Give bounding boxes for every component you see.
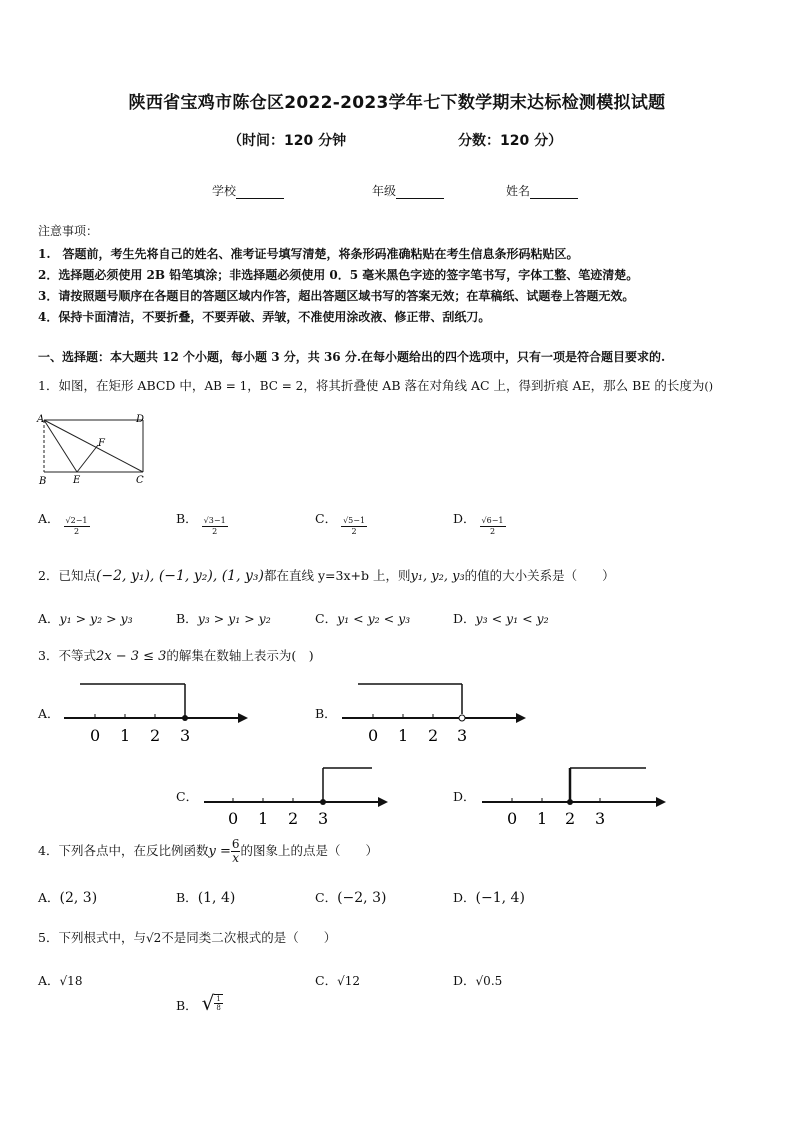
option-expr: (2, 3) bbox=[59, 890, 98, 906]
option-label: A． bbox=[38, 611, 60, 626]
name-blank[interactable] bbox=[530, 186, 578, 199]
q3-option-a-label[interactable]: A． bbox=[38, 706, 60, 721]
q1-rectangle-figure bbox=[30, 410, 160, 492]
note-item: 4．保持卡面清洁，不要折叠，不要弄破、弄皱，不准使用涂改液、修正带、刮纸刀。 bbox=[38, 310, 491, 324]
note-item: 2．选择题必须使用 2B 铅笔填涂；非选择题必须使用 0．5 毫米黑色字迹的签字笔书写，字体工整、笔迹清楚。 bbox=[38, 268, 639, 282]
tick-label: 1 bbox=[120, 726, 131, 745]
q4-text-a: 4．下列各点中，在反比例函数 bbox=[38, 843, 209, 858]
option-label: D． bbox=[453, 973, 476, 988]
option-fraction bbox=[64, 516, 90, 537]
q1-sep: ， bbox=[247, 378, 260, 393]
q5-option-a[interactable] bbox=[38, 971, 82, 989]
crease-ae bbox=[44, 420, 77, 472]
tick-label: 0 bbox=[507, 809, 518, 828]
option-label: A． bbox=[38, 511, 60, 526]
exam-title: 陕西省宝鸡市陈仓区2022-2023学年七下数学期末达标检测模拟试题 bbox=[128, 93, 666, 113]
grade-label: 年级 bbox=[372, 184, 397, 198]
q3-option-b-label[interactable]: B． bbox=[315, 706, 337, 721]
q5-root: √2 bbox=[145, 931, 162, 945]
option-label: C． bbox=[315, 511, 338, 526]
question-5-stem bbox=[38, 928, 336, 946]
q4-option-a[interactable] bbox=[38, 888, 97, 906]
exam-score: 分数：120 分） bbox=[458, 133, 563, 149]
q2-text-a: 2．已知点 bbox=[38, 568, 96, 583]
frac-num: 6 bbox=[231, 837, 240, 851]
notes-heading: 注意事项： bbox=[38, 224, 99, 238]
closed-dot bbox=[567, 799, 573, 805]
q1-text-b: ，将其折叠使 AB 落在对角线 AC 上，得到折痕 AE，那么 BE 的长度为 bbox=[303, 378, 705, 393]
option-expr: √18 bbox=[59, 974, 83, 988]
option-label: B． bbox=[176, 611, 198, 626]
q2-option-c[interactable] bbox=[315, 609, 410, 627]
tick-label: 2 bbox=[288, 809, 299, 828]
q4-option-c[interactable] bbox=[315, 888, 386, 906]
q1-paren: () bbox=[704, 380, 713, 393]
q1-ab: AB = 1 bbox=[204, 379, 248, 393]
option-expr: y₁ < y₂ < y₃ bbox=[337, 611, 411, 626]
option-label: B． bbox=[176, 998, 198, 1013]
axis-arrow-icon bbox=[378, 797, 388, 807]
q3-option-c-label[interactable]: C． bbox=[176, 789, 199, 804]
q3-number-line-c[interactable] bbox=[200, 760, 392, 832]
option-label: B． bbox=[176, 890, 198, 905]
tick-label: 1 bbox=[537, 809, 548, 828]
q3-text-b: 的解集在数轴上表示为( ) bbox=[166, 648, 314, 663]
frac-num: √2−1 bbox=[65, 516, 88, 525]
radicand-fraction bbox=[214, 994, 222, 1012]
q4-option-d[interactable] bbox=[453, 888, 525, 906]
option-fraction bbox=[202, 516, 228, 537]
q1-option-b[interactable] bbox=[176, 502, 228, 537]
exam-time: （时间：120 分钟 bbox=[228, 133, 347, 149]
q3-number-line-b[interactable] bbox=[338, 676, 530, 748]
tick-label: 1 bbox=[398, 726, 409, 745]
option-label: D． bbox=[453, 511, 476, 526]
q2-text-b: 都在直线 y=3x+b 上，则 bbox=[263, 568, 411, 583]
frac-num: √6−1 bbox=[481, 516, 504, 525]
closed-dot bbox=[182, 715, 188, 721]
q5-option-b[interactable] bbox=[176, 971, 223, 1014]
q1-option-d[interactable] bbox=[453, 502, 506, 537]
q4-text-b: 的图象上的点是（ ） bbox=[240, 843, 378, 858]
name-field[interactable] bbox=[506, 182, 578, 199]
label-b: B bbox=[39, 476, 47, 487]
tick-label: 2 bbox=[150, 726, 161, 745]
q2-option-d[interactable] bbox=[453, 609, 549, 627]
frac-den: 2 bbox=[489, 527, 496, 536]
option-fraction bbox=[480, 516, 506, 537]
label-f: F bbox=[98, 438, 105, 449]
question-3-stem bbox=[38, 646, 314, 664]
option-expr: √12 bbox=[337, 974, 360, 988]
tick-label: 2 bbox=[565, 809, 576, 828]
axis-arrow-icon bbox=[238, 713, 248, 723]
frac-den: 2 bbox=[73, 527, 80, 536]
label-a: A bbox=[37, 414, 45, 425]
option-expr: y₁ > y₂ > y₃ bbox=[59, 611, 133, 626]
tick-label: 2 bbox=[428, 726, 439, 745]
label-e: E bbox=[73, 475, 81, 486]
open-dot bbox=[459, 715, 465, 721]
frac-den: x bbox=[232, 851, 240, 865]
axis-arrow-icon bbox=[656, 797, 666, 807]
q2-points: (−2, y₁), (−1, y₂), (1, y₃) bbox=[95, 568, 264, 584]
axis-arrow-icon bbox=[516, 713, 526, 723]
option-expr: (−2, 3) bbox=[337, 890, 387, 906]
frac-den: 2 bbox=[212, 527, 218, 536]
frac-num: √3−1 bbox=[203, 516, 226, 525]
question-4-stem bbox=[38, 838, 378, 865]
radical-sign: √ bbox=[201, 991, 215, 1015]
label-c: C bbox=[136, 475, 144, 486]
school-blank[interactable] bbox=[236, 186, 284, 199]
school-label: 学校 bbox=[212, 184, 237, 198]
option-label: C． bbox=[315, 890, 338, 905]
question-1-stem bbox=[38, 376, 713, 394]
option-label: C． bbox=[315, 611, 338, 626]
q1-bc: BC = 2 bbox=[259, 379, 304, 393]
option-expr: √0.5 bbox=[475, 974, 503, 988]
q5-option-c[interactable] bbox=[315, 971, 360, 989]
segment-ef bbox=[77, 445, 98, 472]
q2-option-a[interactable] bbox=[38, 609, 133, 627]
tick-label: 3 bbox=[180, 726, 191, 745]
q1-text-a: 1．如图，在矩形 ABCD 中， bbox=[38, 378, 205, 393]
frac-den: 2 bbox=[351, 527, 357, 536]
q2-vars: y₁, y₂, y₃ bbox=[410, 569, 465, 584]
frac-num: √5−1 bbox=[343, 516, 366, 525]
tick-label: 3 bbox=[318, 809, 329, 828]
tick-label: 3 bbox=[457, 726, 468, 745]
option-label: B． bbox=[176, 511, 198, 526]
option-label: D． bbox=[453, 890, 476, 905]
section-heading: 一、选择题：本大题共 12 个小题，每小题 3 分，共 36 分.在每小题给出的四个选项中，只有一项是符合题目要求的. bbox=[38, 350, 666, 364]
label-d: D bbox=[136, 414, 145, 425]
question-2-stem bbox=[38, 566, 615, 584]
tick-label: 0 bbox=[228, 809, 239, 828]
option-label: C． bbox=[315, 973, 338, 988]
q4-option-b[interactable] bbox=[176, 888, 235, 906]
q3-text-a: 3．不等式 bbox=[38, 648, 96, 663]
tick-label: 0 bbox=[368, 726, 379, 745]
tick-label: 0 bbox=[90, 726, 101, 745]
grade-blank[interactable] bbox=[396, 186, 444, 199]
q3-expr: 2x − 3 ≤ 3 bbox=[95, 649, 167, 664]
note-item: 3．请按照题号顺序在各题目的答题区域内作答，超出答题区域书写的答案无效；在草稿纸、试题卷上答题无效。 bbox=[38, 289, 635, 303]
option-label: A． bbox=[38, 973, 60, 988]
q5-text-a: 5．下列根式中，与 bbox=[38, 930, 146, 945]
note-item: 1. 答题前，考生先将自己的姓名、准考证号填写清楚，将条形码准确粘贴在考生信息条形码粘贴区。 bbox=[38, 247, 579, 261]
option-fraction bbox=[341, 516, 367, 537]
diagonal-ac bbox=[44, 420, 143, 472]
closed-dot bbox=[320, 799, 326, 805]
option-expr: (−1, 4) bbox=[475, 890, 525, 906]
tick-label: 1 bbox=[258, 809, 269, 828]
option-expr: y₃ > y₁ > y₂ bbox=[197, 611, 271, 626]
q1-option-a[interactable] bbox=[38, 502, 90, 537]
name-label: 姓名 bbox=[506, 184, 531, 198]
option-expr bbox=[202, 993, 223, 1013]
option-label: A． bbox=[38, 890, 60, 905]
q3-option-d-label[interactable]: D． bbox=[453, 789, 476, 804]
school-field[interactable] bbox=[212, 182, 284, 199]
q3-number-line-a[interactable] bbox=[60, 676, 252, 748]
option-label: D． bbox=[453, 611, 476, 626]
frac-num: 1 bbox=[216, 995, 221, 1003]
grade-field[interactable] bbox=[372, 182, 444, 199]
frac-den: 8 bbox=[216, 1004, 221, 1012]
q5-option-d[interactable] bbox=[453, 971, 502, 989]
option-expr: (1, 4) bbox=[197, 890, 236, 906]
tick-label: 3 bbox=[595, 809, 606, 828]
option-expr: y₃ < y₁ < y₂ bbox=[475, 611, 549, 626]
q2-text-c: 的值的大小关系是（ ） bbox=[464, 568, 615, 583]
q1-option-c[interactable] bbox=[315, 502, 367, 537]
q2-option-b[interactable] bbox=[176, 609, 271, 627]
q3-number-line-d[interactable] bbox=[478, 760, 670, 832]
q4-fn-lhs: y = bbox=[208, 844, 231, 859]
q5-text-b: 不是同类二次根式的是（ ） bbox=[161, 930, 337, 945]
